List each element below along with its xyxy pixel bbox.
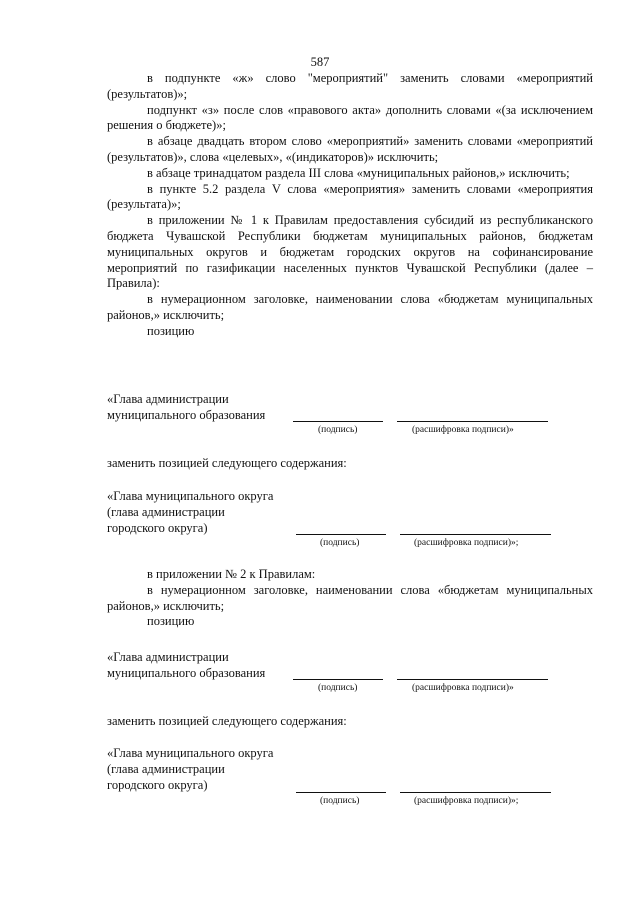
name-line — [397, 421, 548, 422]
caption-signature: (подпись) — [320, 538, 360, 548]
signature-title-line: муниципального образования — [107, 407, 266, 422]
paragraph: позицию — [147, 614, 195, 629]
replace-instruction: заменить позицией следующего содержания: — [107, 714, 347, 728]
signature-title-line: «Глава администрации — [107, 650, 229, 664]
signature-line — [296, 792, 386, 793]
paragraph: в пункте 5.2 раздела V слова «мероприятия» заменить словами «мероприятия (результата)»; — [107, 181, 593, 212]
caption-signature: (подпись) — [320, 796, 360, 806]
name-line — [400, 792, 551, 793]
caption-name: (расшифровка подписи)» — [412, 425, 514, 435]
name-line — [400, 534, 551, 535]
signature-line — [296, 534, 386, 535]
signature-line — [293, 679, 383, 680]
paragraph: в абзаце двадцать втором слово «мероприятий» заменить словами «мероприятий (результатов)», слова «целевых», «(индикаторов)» исключить; — [107, 134, 593, 164]
signature-title-line: городского округа) — [107, 777, 208, 792]
paragraph: в приложении № 2 к Правилам: — [147, 567, 316, 581]
caption-signature: (подпись) — [318, 683, 358, 693]
signature-block-4 — [107, 746, 593, 793]
signature-title-line: (глава администрации — [107, 761, 225, 776]
paragraph: в подпункте «ж» слово "мероприятий" заменить словами «мероприятий (результатов)»; — [107, 71, 593, 101]
signature-title-line: муниципального образования — [107, 665, 266, 680]
caption-signature: (подпись) — [318, 425, 358, 435]
signature-title-line: «Глава администрации — [107, 392, 229, 406]
caption-name: (расшифровка подписи)» — [412, 683, 514, 693]
replace-instruction: заменить позицией следующего содержания: — [107, 456, 347, 470]
body-text-middle — [107, 567, 593, 630]
signature-title-line: «Глава муниципального округа — [107, 746, 274, 760]
caption-name: (расшифровка подписи)»; — [414, 538, 519, 548]
paragraph: в нумерационном заголовке, наименовании слова «бюджетам муниципальных районов,» исключить; — [107, 582, 593, 613]
paragraph: в приложении № 1 к Правилам предоставления субсидий из республиканского бюджета Чувашской Республики бюджетам муниципальных районов, бюджетам муниципальных округов и бюджетам городских округов на софинансирование мероприятий по газификации населенных пунктов Чувашской Республики (далее – Правила): — [107, 213, 593, 291]
signature-title-line: городского округа) — [107, 520, 208, 535]
signature-block-3 — [107, 650, 593, 682]
name-line — [397, 679, 548, 680]
paragraph: подпункт «з» после слов «правового акта» дополнить словами «(за исключением решения о бюджете)»; — [107, 102, 593, 133]
paragraph: в абзаце тринадцатом раздела III слова «муниципальных районов,» исключить; — [147, 165, 570, 180]
page-number: 587 — [310, 55, 330, 69]
signature-block-2 — [107, 489, 593, 536]
signature-line — [293, 421, 383, 422]
caption-name: (расшифровка подписи)»; — [414, 796, 519, 806]
paragraph: в нумерационном заголовке, наименовании слова «бюджетам муниципальных районов,» исключить; — [107, 292, 593, 322]
signature-block-1 — [107, 392, 593, 424]
body-text-top — [107, 71, 593, 340]
paragraph: позицию — [147, 323, 195, 338]
signature-title-line: (глава администрации — [107, 504, 225, 519]
signature-title-line: «Глава муниципального округа — [107, 489, 274, 503]
